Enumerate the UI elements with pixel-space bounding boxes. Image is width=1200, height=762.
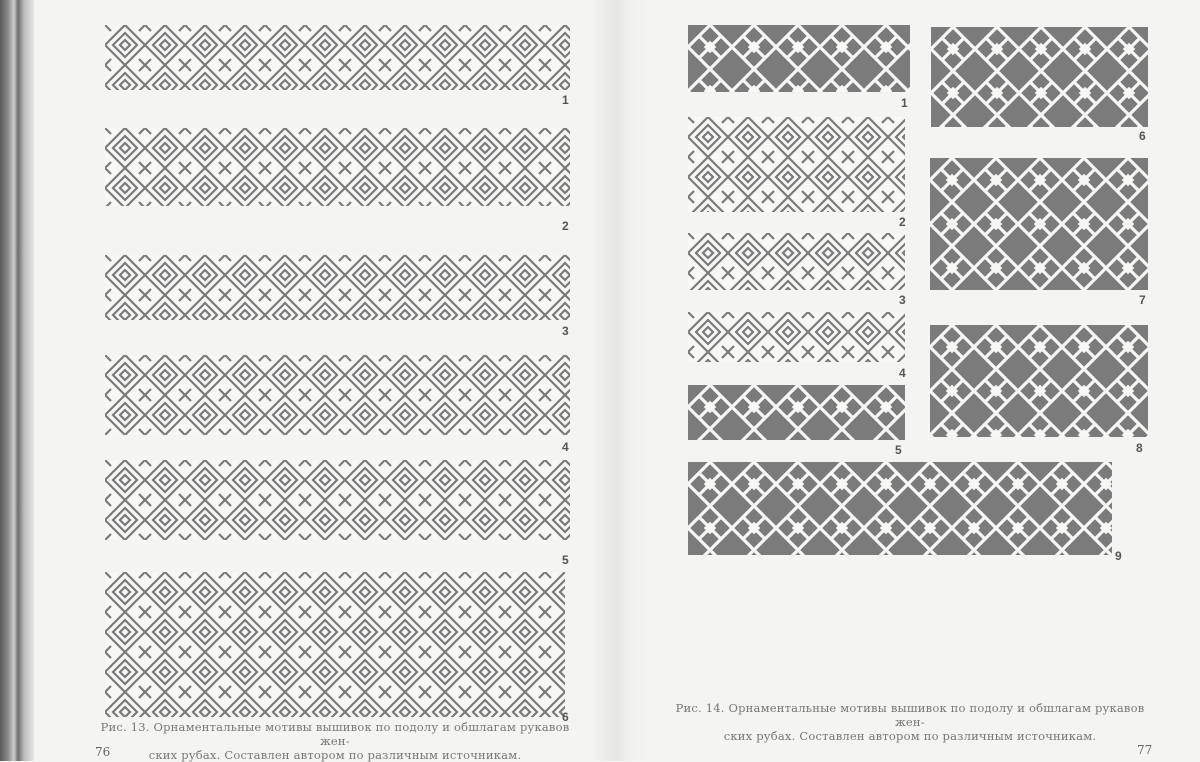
ornament-band-3 — [105, 255, 570, 320]
ornament-band-4 — [105, 355, 570, 435]
ornament-band-5 — [105, 460, 570, 540]
figure-label: 6 — [1139, 129, 1146, 143]
ornament-band-1 — [688, 25, 910, 92]
figure-label: 4 — [899, 366, 906, 380]
figure-label: 1 — [562, 93, 569, 107]
figure-label: 1 — [901, 96, 908, 110]
figure-caption — [665, 701, 1155, 743]
caption-line: ских рубах. Составлен автором по различным источникам. — [148, 748, 522, 762]
book-spine-shadow — [590, 0, 650, 761]
ornament-band-2 — [688, 117, 905, 212]
figure-label: 9 — [1115, 549, 1122, 563]
figure-label: 3 — [562, 324, 569, 338]
book-binding-edge — [0, 0, 34, 761]
page-number: 77 — [1137, 743, 1153, 757]
ornament-band-7 — [930, 158, 1148, 290]
page-number: 76 — [95, 745, 111, 759]
figure-caption — [95, 720, 575, 762]
caption-line: Рис. 13. Орнаментальные мотивы вышивок по подолу и обшлагам рукавов жен- — [100, 720, 570, 748]
figure-label: 7 — [1139, 293, 1146, 307]
figure-label: 3 — [899, 293, 906, 307]
ornament-band-8 — [930, 325, 1148, 437]
figure-label: 5 — [562, 553, 569, 567]
ornament-band-6 — [105, 572, 565, 717]
caption-line: Рис. 14. Орнаментальные мотивы вышивок по подолу и обшлагам рукавов жен- — [675, 701, 1145, 729]
ornament-band-4 — [688, 312, 905, 362]
ornament-band-3 — [688, 233, 905, 290]
ornament-band-6 — [931, 27, 1148, 127]
ornament-band-1 — [105, 25, 570, 90]
caption-line: ских рубах. Составлен автором по различным источникам. — [723, 729, 1097, 743]
ornament-band-9 — [688, 462, 1112, 555]
ornament-band-5 — [688, 385, 905, 440]
figure-label: 8 — [1136, 441, 1143, 455]
figure-label: 2 — [899, 215, 906, 229]
ornament-band-2 — [105, 128, 570, 206]
figure-label: 6 — [562, 710, 569, 724]
figure-label: 5 — [895, 443, 902, 457]
figure-label: 4 — [562, 440, 569, 454]
figure-label: 2 — [562, 219, 569, 233]
